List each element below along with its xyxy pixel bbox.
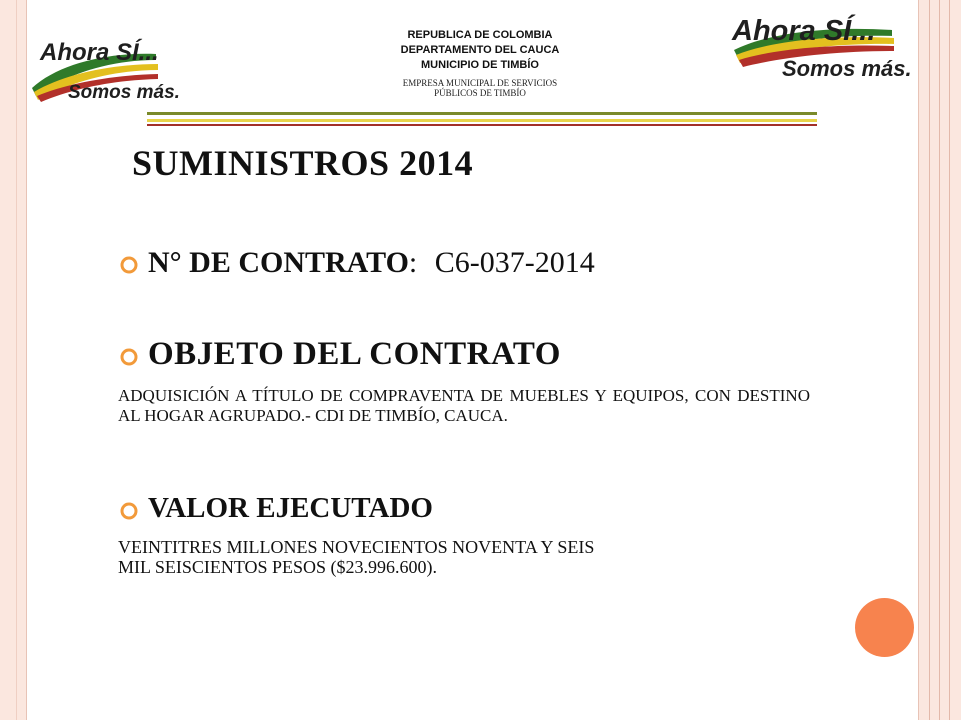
header-rule-yellow (147, 119, 817, 122)
contract-number-value: C6-037-2014 (434, 246, 595, 279)
header-line-republic: REPUBLICA DE COLOMBIA (407, 29, 553, 41)
logo-right-text-2: Somos más. (782, 56, 912, 81)
header-company (360, 78, 600, 98)
bullet-icon (120, 256, 138, 274)
value-heading: VALOR EJECUTADO (148, 492, 433, 524)
value-text-line-2: MIL SEISCIENTOS PESOS ($23.996.600). (118, 557, 438, 577)
ahora-si-logo-left (28, 30, 180, 106)
header-line-company-2: PÚBLICOS DE TIMBÍO (434, 88, 526, 98)
value-text (118, 537, 810, 577)
value-text-line-1: VEINTITRES MILLONES NOVECIENTOS NOVENTA Y SEIS (118, 537, 595, 557)
right-frame-border (918, 0, 961, 720)
header-rule-red (147, 124, 817, 126)
header-institution (360, 28, 600, 73)
page-title: SUMINISTROS 2014 (132, 143, 474, 183)
bullet-icon (120, 502, 138, 520)
logo-left-text-2: Somos más. (68, 82, 180, 103)
left-frame-border (0, 0, 27, 720)
ahora-si-logo-right (722, 10, 912, 82)
header-rule-olive (147, 112, 817, 115)
header-line-department: DEPARTAMENTO DEL CAUCA (400, 44, 560, 56)
object-heading: OBJETO DEL CONTRATO (148, 336, 561, 372)
contract-number-label: N° DE CONTRATO (148, 246, 409, 279)
contract-number-separator: : (408, 246, 418, 279)
orange-circle-decoration (855, 598, 914, 657)
logo-right-text-1: Ahora SÍ... (732, 15, 876, 47)
header-line-company-1: EMPRESA MUNICIPAL DE SERVICIOS (402, 78, 558, 88)
header-line-municipality: MUNICIPIO DE TIMBÍO (421, 59, 539, 71)
bullet-icon (120, 348, 138, 366)
logo-left-text-1: Ahora SÍ... (40, 39, 159, 66)
object-description: ADQUISICIÓN A TÍTULO DE COMPRAVENTA DE MUEBLES Y EQUIPOS, CON DESTINO AL HOGAR AGRUPADO.- CDI DE TIMBÍO, CAUCA. (118, 386, 810, 425)
contract-number-row (148, 246, 595, 280)
